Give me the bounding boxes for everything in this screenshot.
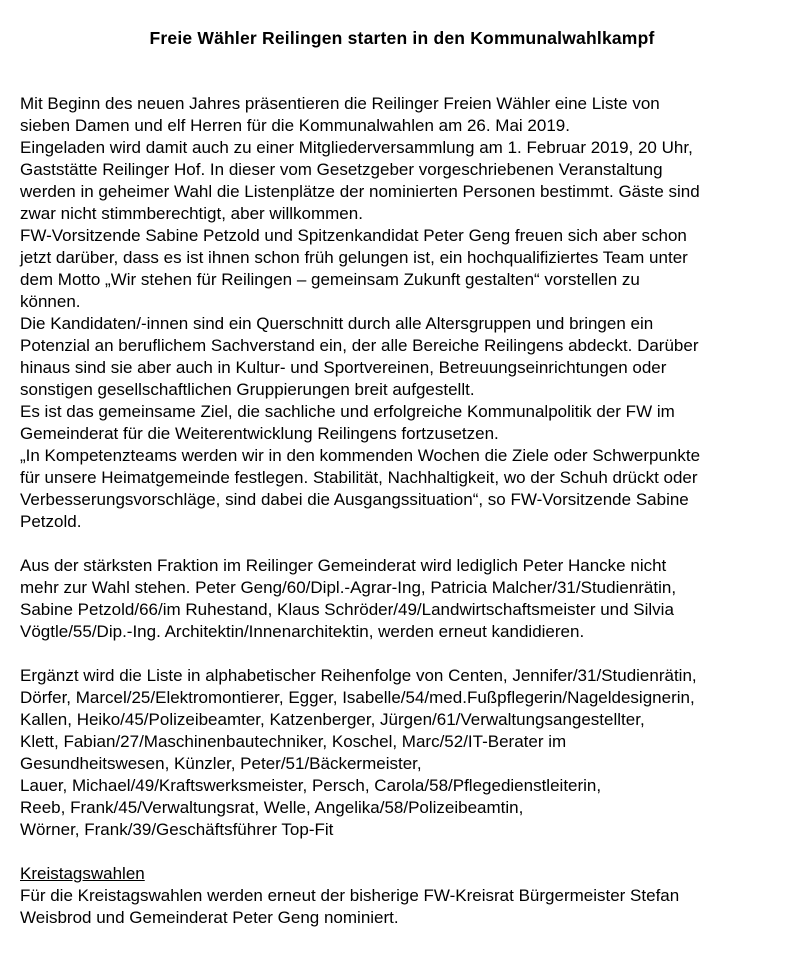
text-line: Reeb, Frank/45/Verwaltungsrat, Welle, Angelika/58/Polizeibeamtin,	[20, 798, 524, 817]
text-line: Gaststätte Reilinger Hof. In dieser vom Gesetzgeber vorgeschriebenen Veranstaltung	[20, 160, 663, 179]
text-line: Petzold.	[20, 512, 82, 531]
text-line: werden in geheimer Wahl die Listenplätze der nominierten Personen bestimmt. Gäste sind	[20, 182, 700, 201]
text-line: Verbesserungsvorschläge, sind dabei die Ausgangssituation“, so FW-Vorsitzende Sabine	[20, 490, 689, 509]
text-line: mehr zur Wahl stehen. Peter Geng/60/Dipl.-Agrar-Ing, Patricia Malcher/31/Studienrätin,	[20, 578, 677, 597]
text-line: „In Kompetenzteams werden wir in den kommenden Wochen die Ziele oder Schwerpunkte	[20, 446, 701, 465]
document-body	[20, 93, 784, 929]
text-line: FW-Vorsitzende Sabine Petzold und Spitzenkandidat Peter Geng freuen sich aber schon	[20, 226, 687, 245]
text-line: Sabine Petzold/66/im Ruhestand, Klaus Schröder/49/Landwirtschaftsmeister und Silvia	[20, 600, 674, 619]
text-line: sieben Damen und elf Herren für die Kommunalwahlen am 26. Mai 2019.	[20, 116, 570, 135]
text-line: Kallen, Heiko/45/Polizeibeamter, Katzenberger, Jürgen/61/Verwaltungsangestellter,	[20, 710, 645, 729]
text-line: Die Kandidaten/-innen sind ein Querschnitt durch alle Altersgruppen und bringen ein	[20, 314, 654, 333]
paragraph	[20, 445, 784, 533]
section-heading	[20, 863, 784, 885]
paragraph	[20, 665, 784, 841]
text-line: Vögtle/55/Dip.-Ing. Architektin/Innenarchitektin, werden erneut kandidieren.	[20, 622, 585, 641]
text-line: Potenzial an beruflichem Sachverstand ein, der alle Bereiche Reilingens abdeckt. Darüber	[20, 336, 699, 355]
paragraph	[20, 401, 784, 445]
blank-line	[20, 643, 784, 665]
text-line: Dörfer, Marcel/25/Elektromontierer, Egger, Isabelle/54/med.Fußpflegerin/Nageldesignerin,	[20, 688, 695, 707]
text-line: sonstigen gesellschaftlichen Gruppierungen breit aufgestellt.	[20, 380, 475, 399]
paragraph	[20, 225, 784, 313]
text-line: Mit Beginn des neuen Jahres präsentieren die Reilinger Freien Wähler eine Liste von	[20, 94, 660, 113]
text-line: Klett, Fabian/27/Maschinenbautechniker, Koschel, Marc/52/IT-Berater im	[20, 732, 567, 751]
text-line: Wörner, Frank/39/Geschäftsführer Top-Fit	[20, 820, 334, 839]
text-line: für unsere Heimatgemeinde festlegen. Stabilität, Nachhaltigkeit, wo der Schuh drückt oder	[20, 468, 698, 487]
text-line: jetzt darüber, dass es ist ihnen schon früh gelungen ist, ein hochqualifiziertes Team unter	[20, 248, 688, 267]
text-line: Eingeladen wird damit auch zu einer Mitgliederversammlung am 1. Februar 2019, 20 Uhr,	[20, 138, 693, 157]
paragraph	[20, 555, 784, 643]
text-line: können.	[20, 292, 81, 311]
blank-line	[20, 841, 784, 863]
text-line: Gemeinderat für die Weiterentwicklung Reilingens fortzusetzen.	[20, 424, 499, 443]
paragraph	[20, 885, 784, 929]
text-line: zwar nicht stimmberechtigt, aber willkommen.	[20, 204, 363, 223]
paragraph	[20, 137, 784, 225]
text-line: Lauer, Michael/49/Kraftswerksmeister, Persch, Carola/58/Pflegedienstleiterin,	[20, 776, 602, 795]
document-title: Freie Wähler Reilingen starten in den Kommunalwahlkampf	[149, 28, 655, 48]
text-line: Es ist das gemeinsame Ziel, die sachliche und erfolgreiche Kommunalpolitik der FW im	[20, 402, 675, 421]
paragraph	[20, 313, 784, 401]
text-line: hinaus sind sie aber auch in Kultur- und Sportvereinen, Betreuungseinrichtungen oder	[20, 358, 667, 377]
text-line: dem Motto „Wir stehen für Reilingen – gemeinsam Zukunft gestalten“ vorstellen zu	[20, 270, 640, 289]
text-line: Ergänzt wird die Liste in alphabetischer Reihenfolge von Centen, Jennifer/31/Studienrätin,	[20, 666, 697, 685]
paragraph	[20, 93, 784, 137]
text-line: Weisbrod und Gemeinderat Peter Geng nominiert.	[20, 908, 399, 927]
text-line: Gesundheitswesen, Künzler, Peter/51/Bäckermeister,	[20, 754, 422, 773]
text-line: Aus der stärksten Fraktion im Reilinger Gemeinderat wird lediglich Peter Hancke nicht	[20, 556, 667, 575]
blank-line	[20, 533, 784, 555]
text-line: Kreistagswahlen	[20, 864, 145, 883]
text-line: Für die Kreistagswahlen werden erneut der bisherige FW-Kreisrat Bürgermeister Stefan	[20, 886, 680, 905]
